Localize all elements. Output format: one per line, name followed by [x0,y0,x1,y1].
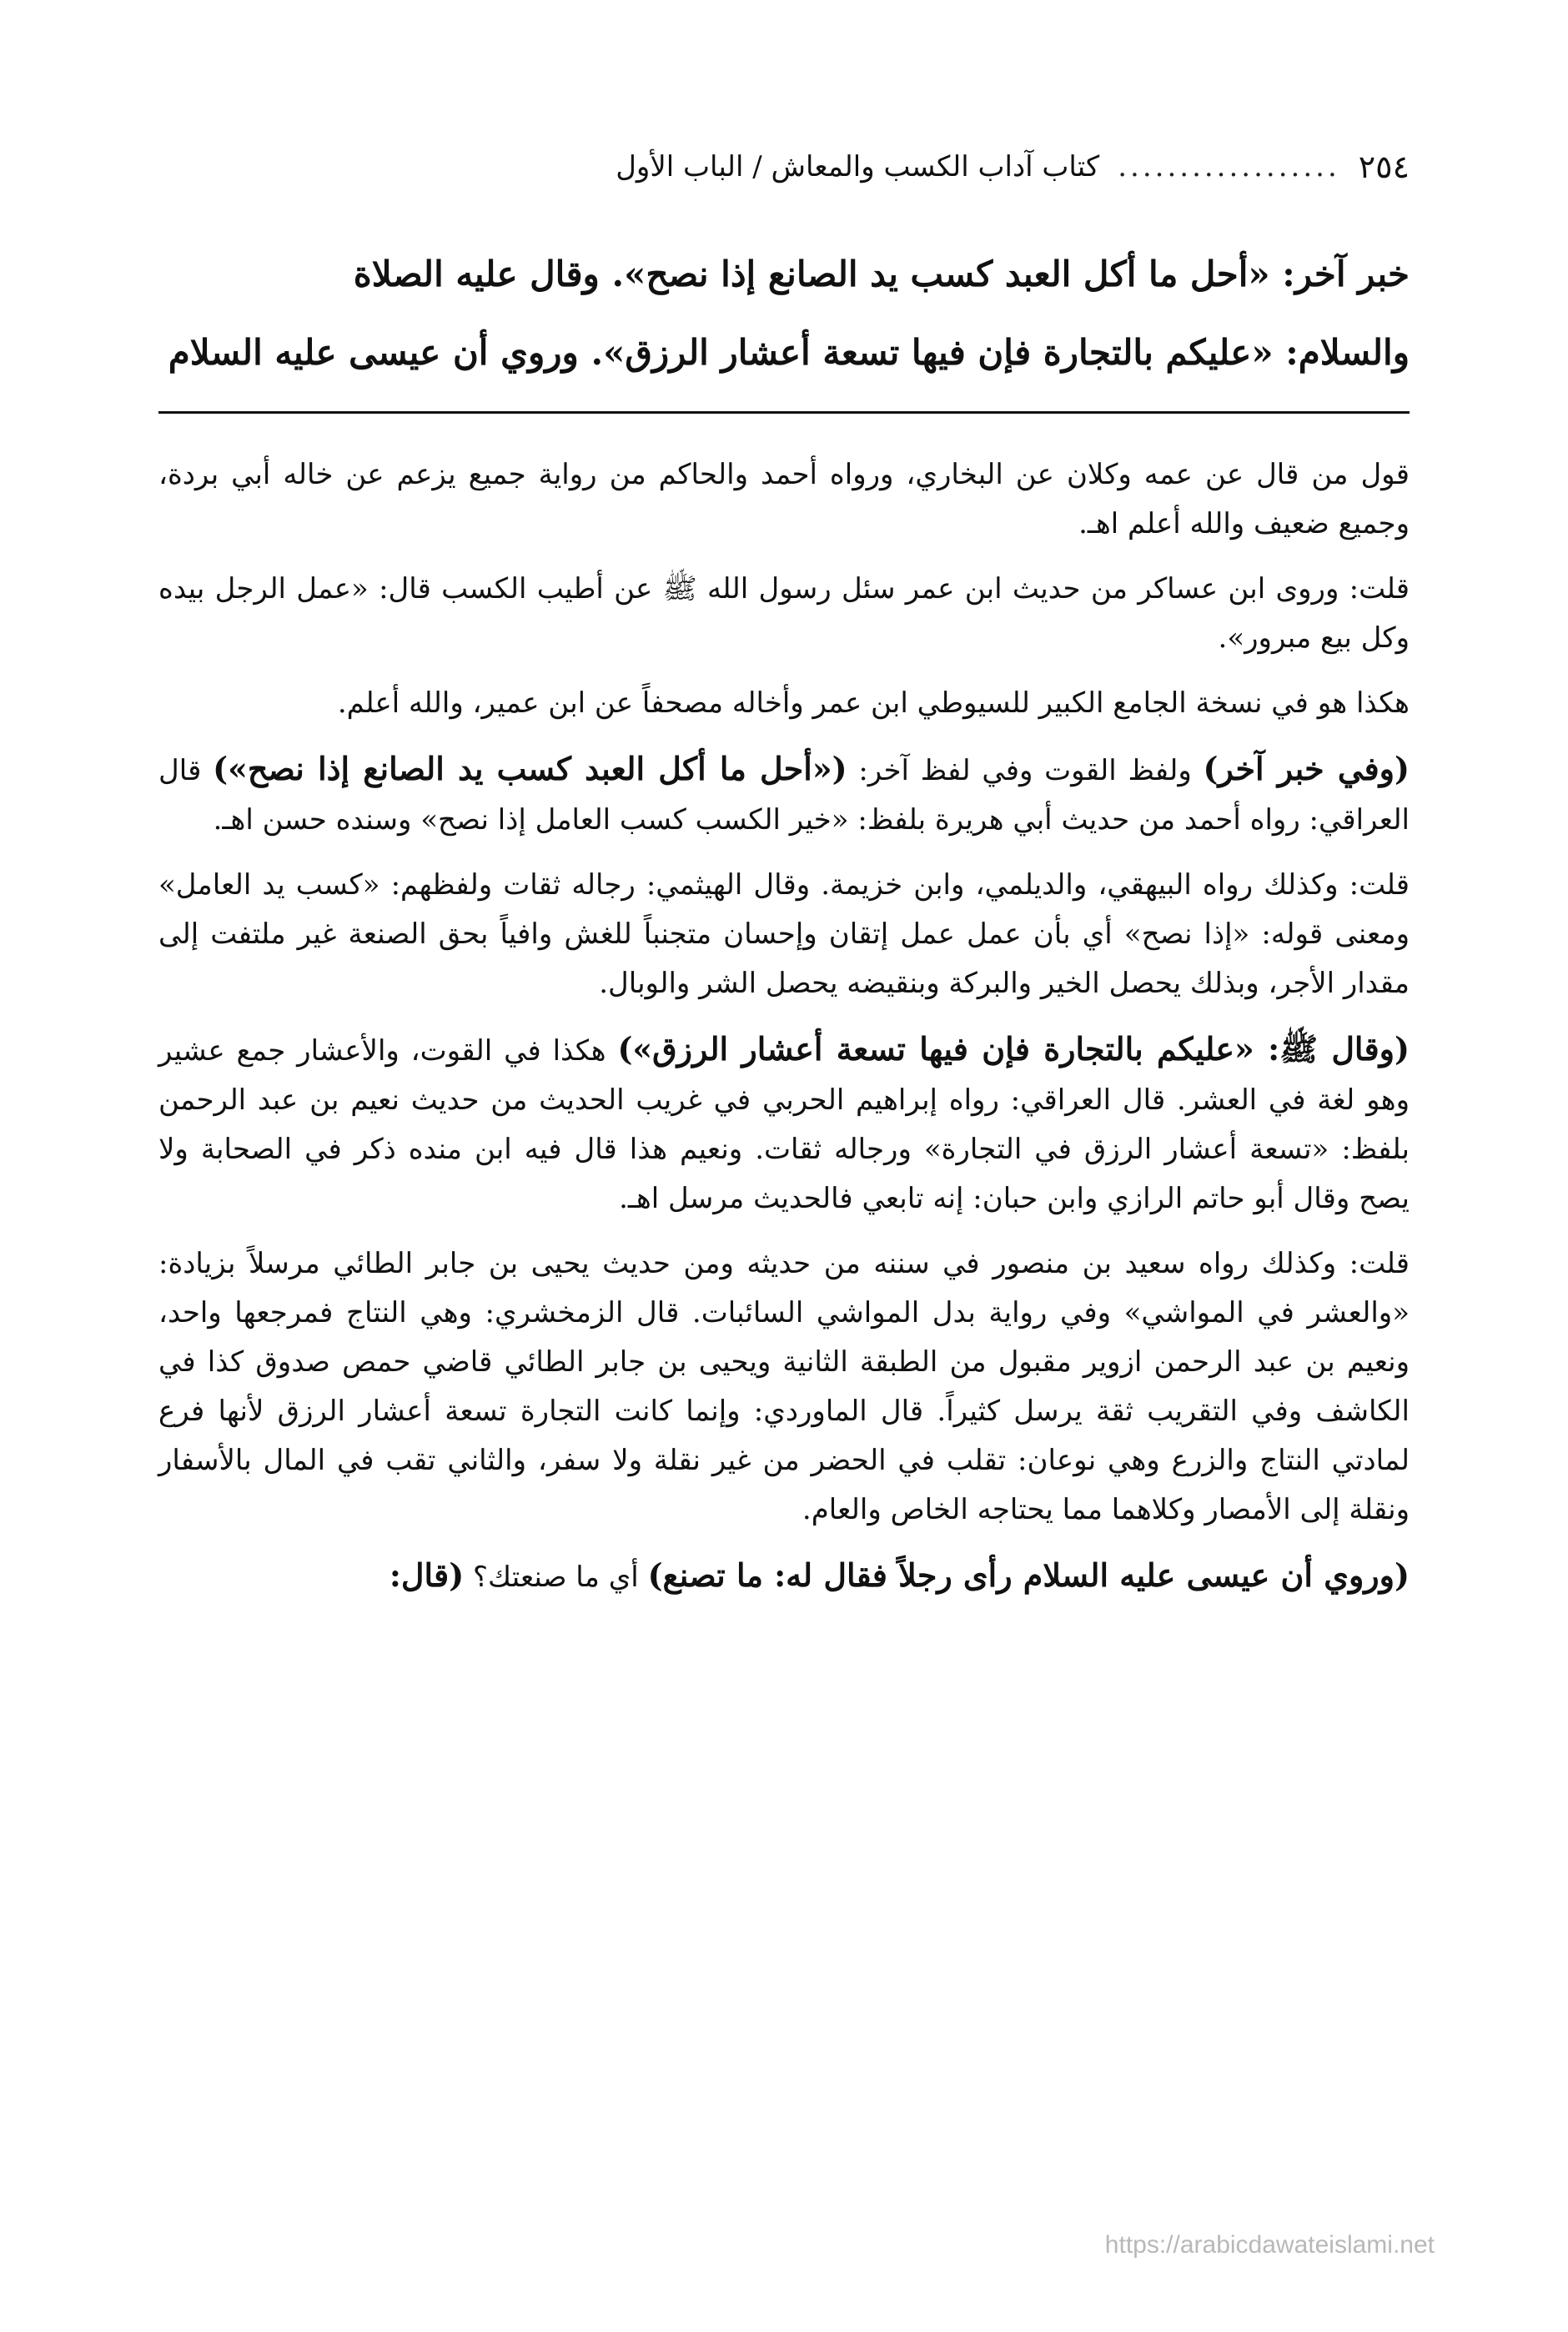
main-line-2: والسلام: «عليكم بالتجارة فإن فيها تسعة أعشار الرزق». وروي أن عيسى عليه السلام [168,332,1410,373]
page-header [158,138,1410,196]
commentary-paragraph-2: قلت: وروى ابن عساكر من حديث ابن عمر سئل رسول الله ﷺ عن أطيب الكسب قال: «عمل الرجل بيده وكل بيع مبرور». [158,572,1410,655]
main-text [158,235,1410,392]
commentary-paragraph-1: قول من قال عن عمه وكلان عن البخاري، ورواه أحمد والحاكم من رواية جميع يزعم عن خاله أبي بردة، وجميع ضعيف والله أعلم اهـ. [158,458,1410,540]
quoted-hadith: («أحل ما أكل العبد كسب يد الصانع إذا نصح») [213,750,847,787]
commentary-paragraph-7: قلت: وكذلك رواه سعيد بن منصور في سننه من حديثه ومن حديث يحيى بن جابر الطائي مرسلاً بزيادة: «والعشر في المواشي» وفي رواية بدل المواشي السائبات. قال الزمخشري: وهي النتاج فمرجعها واحد، ونعيم بن عبد الرحمن ازوير مقبول من الطبقة الثانية ويحيى بن جابر الطائي قاضي حمص صدوق كذا في الكاشف وفي التقريب ثقة يرسل كثيراً. قال الماوردي: وإنما كانت التجارة تسعة أعشار الرزق لأنها فرع لمادتي النتاج والزرع وهي نوعان: تقلب في الحضر من غير نقلة ولا سفر، والثاني تقب في المال بالأسفار ونقلة إلى الأمصار وكلاهما مما يحتاجه الخاص والعام. [158,1247,1410,1526]
header-dots: .................. [1118,150,1340,183]
commentary-paragraph-3: هكذا هو في نسخة الجامع الكبير للسيوطي ابن عمر وأخاله مصحفاً عن ابن عمير، والله أعلم. [337,686,1410,720]
quoted-phrase: (وروي أن عيسى عليه السلام رأى رجلاً فقال له: ما تصنع) [647,1556,1410,1594]
paragraph-text: قال العراقي: رواه أحمد من حديث أبي هريرة بلفظ: «خير الكسب كسب العامل إذا نصح» وسنده حسن اهـ. [158,754,1410,837]
commentary [158,450,1410,1618]
separator-rule [158,411,1410,414]
commentary-paragraph-6 [158,1024,1410,1224]
commentary-paragraph-5: قلت: وكذلك رواه البيهقي، والديلمي، وابن خزيمة. وقال الهيثمي: رجاله ثقات ولفظهم: «كسب يد العامل» ومعنى قوله: «إذا نصح» أي بأن عمل عمل إتقان وإحسان متجنباً للغش وافياً بحق الصنعة غير ملتفت إلى مقدار الأجر، وبذلك يحصل الخير والبركة وبنقيضه يحصل الشر والوبال. [158,868,1410,1000]
commentary-paragraph-8 [158,1550,1410,1602]
paragraph-text: ولفظ القوت وفي لفظ آخر: [847,754,1204,787]
paragraph-text: أي ما صنعتك؟ [464,1561,648,1594]
commentary-paragraph-4 [158,744,1410,845]
quoted-phrase: (قال: [389,1556,465,1594]
quoted-hadith: (وقال ﷺ: «عليكم بالتجارة فإن فيها تسعة أعشار الرزق») [617,1030,1410,1068]
main-line-1: خبر آخر: «أحل ما أكل العبد كسب يد الصانع إذا نصح». وقال عليه الصلاة [353,254,1410,294]
page-number: ٢٥٤ [1358,148,1410,185]
running-title: كتاب آداب الكسب والمعاش / الباب الأول [616,150,1100,183]
watermark-url: https://arabicdawateislami.net [1104,2231,1435,2259]
paragraph-text: هكذا في القوت، والأعشار جمع عشير وهو لغة في العشر. قال العراقي: رواه إبراهيم الحربي في غريب الحديث من حديث نعيم بن عبد الرحمن بلفظ: «تسعة أعشار الرزق في التجارة» ورجاله ثقات. ونعيم هذا قال فيه ابن منده ذكر في الصحابة ولا يصح وقال أبو حاتم الرازي وابن حبان: إنه تابعي فالحديث مرسل اهـ. [158,1034,1410,1215]
quoted-phrase: (وفي خبر آخر) [1203,750,1410,787]
